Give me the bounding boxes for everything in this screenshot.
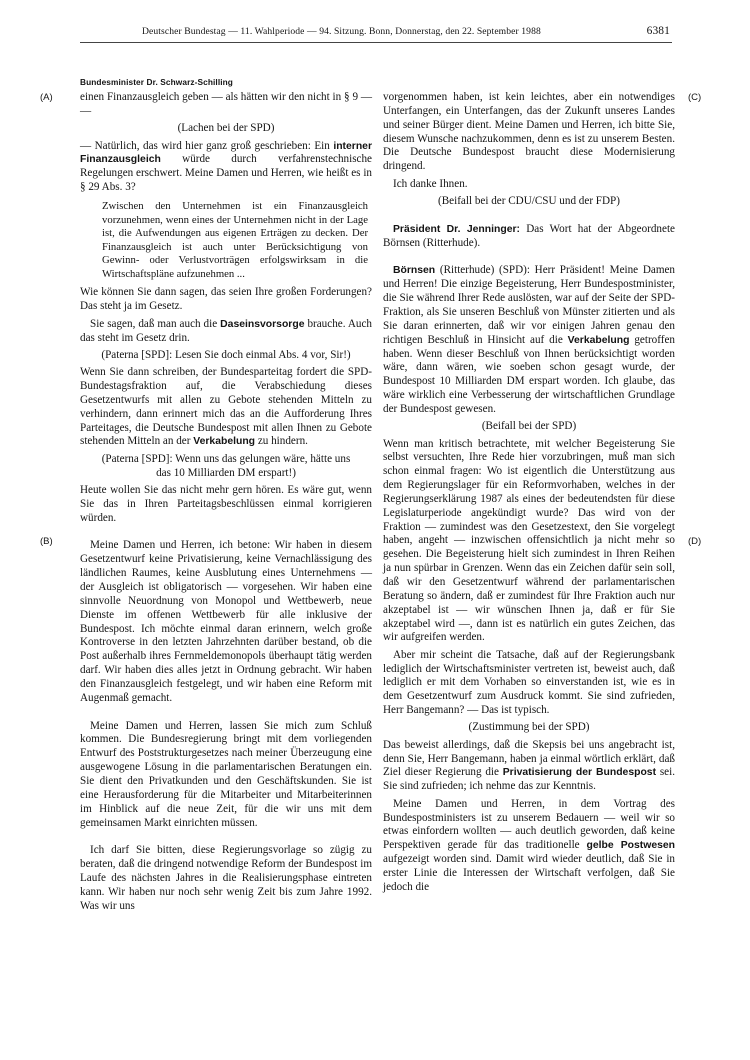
interjection: (Beifall bei der SPD) <box>481 420 577 433</box>
paragraph: Wie können Sie dann sagen, das seien Ihre großen Forderungen? Das steht ja im Gesetz. <box>80 286 372 313</box>
law-quote: Zwischen den Unternehmen ist ein Finanzausgleich vorzunehmen, wenn eines der Unternehmen nicht in der Lage ist, die Aufwendungen aus eigenen Erträgen zu decken. Der Finanzausgleich ist auch unter Berücksichtigung von Gewinn- oder Verlustvorträgen erfolgswirksam in die Wirtschaftspläne aufzunehmen ... <box>102 199 368 280</box>
emphasis: interner Finanzausgleich <box>80 140 372 166</box>
paragraph: vorgenommen haben, ist kein leichtes, aber ein notwendiges Unterfangen, ein Unterfangen, das der Zukunft unseres Landes und seiner Bürger dient. Meine Damen und Herren, ich bitte Sie, diesem Wunsche nachzukommen, denn es ist zu unserem Besten. Die Deutsche Bundespost braucht diese Modernisierung dringend. <box>383 91 675 173</box>
page-header <box>80 22 672 43</box>
header-title: Deutscher Bundestag — 11. Wahlperiode — 94. Sitzung. Bonn, Donnerstag, den 22. September 1988 <box>142 26 541 37</box>
left-column <box>80 91 372 914</box>
paragraph: Börnsen (Ritterhude) (SPD): Herr Präsident! Meine Damen und Herren! Die einzige Begeisterung, Herr Bundespostminister, die Sie während Ihrer Rede auslösten, war auf der Seite der SPD-Fraktion, als Sie unseren Beschluß von Münster zitierten und als Sie daran erinnerten, daß wir vor einigen Jahren genau den richtigen Beschluß in Hinsicht auf die Verkabelung getroffen haben. Wenn dieser Beschluß von Ihnen berücksichtigt worden wäre, dann wären, wie soeben schon gesagt wurde, der Bundespost 10 Milliarden DM erspart worden. Ich glaube, das wäre wirklich eine Verbesserung der wirtschaftlichen Grundlage der Bundespost gewesen. <box>383 264 675 415</box>
margin-marker-c: (C) <box>688 92 702 103</box>
paragraph: Das beweist allerdings, daß die Skepsis bei uns angebracht ist, denn Sie, Herr Bangemann, haben ja einmal wörtlich erklärt, daß Ziel dieser Regierung die Privatisierung der Bundespost sei. Sie sind zufrieden; ich nehme das zur Kenntnis. <box>383 738 675 793</box>
page-number: 6381 <box>646 25 670 37</box>
paragraph: Ich darf Sie bitten, diese Regierungsvorlage so zügig zu beraten, daß die dringend notwendige Reform der Bundespost im Laufe des nächsten Jahres in die Realisierungsphase eintreten kann. Wir haben nur noch sehr wenig Zeit bis zum Jahre 1992. Was wir uns <box>80 844 372 912</box>
speaker-name: Börnsen <box>393 265 436 277</box>
paragraph: einen Finanzausgleich geben — als hätten wir den nicht in § 9 — — <box>80 91 372 117</box>
margin-marker-b: (B) <box>40 536 53 547</box>
paragraph: Aber mir scheint die Tatsache, daß auf der Regierungsbank lediglich der Wirtschaftsminister vertreten ist, beweist auch, daß lediglich er mit dem Vorhaben so einverstanden ist, wie es in dem Gesetzentwurf zum Ausdruck kommt. Sie sind zufrieden, Herr Bangemann? — Das ist typisch. <box>383 648 675 717</box>
margin-marker-a: (A) <box>40 92 53 103</box>
paragraph: Meine Damen und Herren, lassen Sie mich zum Schluß kommen. Die Bundesregierung bringt mit dem vorliegenden Entwurf des Poststrukturgesetzes nach meiner Überzeugung eine ausgewogene Lösung in die parlamentarischen Beratungen ein. Sie dient den Privatkunden und den Geschäftskunden. Sie ist eine Herausforderung für die Mitarbeiter und Mitarbeiterinnen im Hinblick auf die neue Zeit, für die wir uns mit dem gemeinsamen Markt einrichten müssen. <box>80 719 372 829</box>
speaker-heading: Bundesminister Dr. Schwarz-Schilling <box>80 77 233 87</box>
interjection: (Zustimmung bei der SPD) <box>468 721 590 734</box>
paragraph: Heute wollen Sie das nicht mehr gern hören. Es wäre gut, wenn Sie das in Ihren Parteitagsbeschlüssen einmal korrigieren würden. <box>80 483 372 524</box>
paragraph: Sie sagen, daß man auch die Daseinsvorsorge brauche. Auch das steht im Gesetz drin. <box>80 317 372 344</box>
emphasis: Verkabelung <box>567 334 630 346</box>
emphasis: Privatisierung der Bundespost <box>502 767 657 779</box>
paragraph: Meine Damen und Herren, in dem Vortrag des Bundespostministers ist zu unserem Bedauern — weil wir so etwas einfordern wollten — auch deutlich geworden, daß keine Perspektiven gerade für das traditionelle gelbe Postwesen aufgezeigt worden sind. Damit wird wieder deutlich, daß Sie in erster Linie die Interessen der Wirtschaft verfolgen, daß Sie jedoch die <box>383 797 675 893</box>
speaker-name: Präsident Dr. Jenninger: <box>393 223 520 235</box>
paragraph: Meine Damen und Herren, ich betone: Wir haben in diesem Gesetzentwurf keine Privatisierung, keine Vernachlässigung des ländlichen Raumes, keine Ausblutung eines Unternehmens — der Ausgleich ist obligatorisch — vorgesehen. Wir haben eine sinnvolle Neuordnung von Monopol und Wettbewerb, neue Dienste im offenen Wettbewerb für alle inklusive der Bundespost. Ich möchte einmal daran erinnern, welch große Kontroverse in den letzten Jahrzehnten darüber bestand, ob die Post außerhalb ihres Fernmeldemonopols überhaupt tätig werden darf. Wir haben dies alles jetzt in Ordnung gebracht. Wir haben den Finanzausgleich festgelegt, und wir haben eine Reform mit Augenmaß gemacht. <box>80 539 372 704</box>
interjection: (Paterna [SPD]: Lesen Sie doch einmal Abs. 4 vor, Sir!) <box>101 348 351 361</box>
paragraph: Präsident Dr. Jenninger: Das Wort hat der Abgeordnete Börnsen (Ritterhude). <box>383 222 675 249</box>
paragraph: — Natürlich, das wird hier ganz groß geschrieben: Ein interner Finanzausgleich würde durch verfahrenstechnische Regelungen erschwert. Meine Damen und Herren, wie heißt es in § 29 Abs. 3? <box>80 139 372 194</box>
interjection: (Paterna [SPD]: Wenn uns das gelungen wäre, hätte uns das 10 Milliarden DM erspart!) <box>101 452 351 479</box>
emphasis: Verkabelung <box>193 436 256 448</box>
right-column <box>383 91 675 895</box>
emphasis: Daseinsvorsorge <box>220 318 305 330</box>
paragraph: Wenn man kritisch betrachtete, mit welcher Begeisterung Sie selbst versuchten, Ihre Rede hier vorzubringen, muß man sich schon einmal fragen: Wo ist eigentlich die Unterstützung aus dem Regierungslager für ein Reformvorhaben, welches in der Regierungserklärung 1987 als eines der bedeutendsten für diese Legislaturperiode angekündigt wurde? Das wird von der Fraktion — zumindest was den Gesetzestext, den Sie vorgelegt haben, angeht — inzwischen offensichtlich ja nicht mehr so gesehen. Die Begeisterung hielt sich zumindest in Ihren Reihen ja nun spürbar in Grenzen. Wenn das ein Zeichen dafür sein soll, daß wir den Gesetzentwurf während der parlamentarischen Beratung so ändern, daß er zumindest für Ihre Fraktion auch nur akzeptabel ist — wir wünschen Ihnen ja, daß er für Sie akzeptabel wird —, dann ist es natürlich ein gutes Zeichen, das wir aufgreifen werden. <box>383 437 675 644</box>
interjection: (Lachen bei der SPD) <box>177 122 275 135</box>
paragraph: Ich danke Ihnen. <box>393 177 468 190</box>
interjection: (Beifall bei der CDU/CSU und der FDP) <box>438 194 620 207</box>
margin-marker-d: (D) <box>688 536 702 547</box>
emphasis: gelbe Postwesen <box>586 840 675 852</box>
paragraph: Wenn Sie dann schreiben, der Bundesparteitag fordert die SPD-Bundestagsfraktion auf, die Verabschiedung dieses Gesetzentwurfs mit allen zu Gebote stehenden Mitteln zu verhindern, dann erinnert mich das an die Aufforderung Ihres Parteitages, die Deutsche Bundespost mit allen Ihnen zu Gebote stehenden Mitteln an der Verkabelung zu hindern. <box>80 366 372 448</box>
